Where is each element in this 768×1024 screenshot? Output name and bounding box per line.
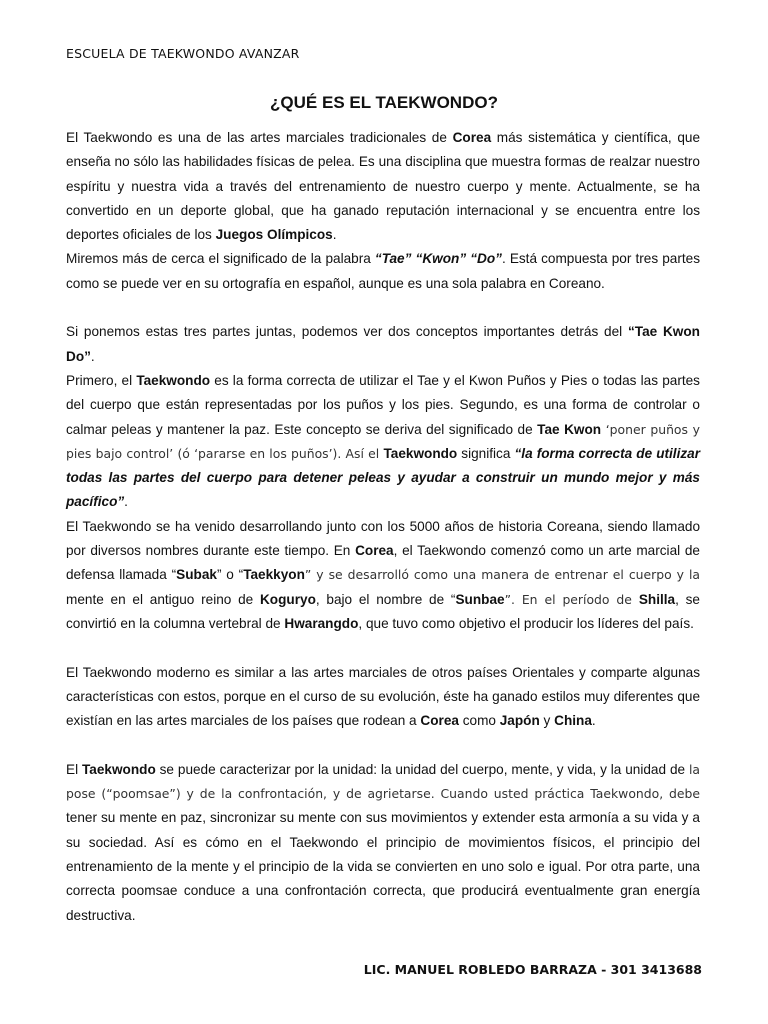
paragraph-unity: El Taekwondo se puede caracterizar por la unidad: la unidad del cuerpo, mente, y vida, y la unidad de la pose (“poomsae”) y de la confrontación, y de agrietarse. Cuando usted práctica Taekwondo, debe tener su mente en paz, sincronizar su mente con sus movimientos y extender esta armonía a su vida y a su sociedad. Así es cómo en el Taekwondo el principio de movimientos físicos, el principio del entrenamiento de la mente y el principio de la vida se convierten en uno solo e igual. Por otra parte, una correcta poomsae conduce a una confrontación correcta, que producirá eventualmente gran energía destructiva. [66, 761, 700, 923]
paragraph-intro: El Taekwondo es una de las artes marciales tradicionales de Corea más sistemática y científica, que enseña no sólo las habilidades físicas de pelea. Es una disciplina que muestra formas de realzar nuestro espíritu y nuestra vida a través del entrenamiento de nuestro cuerpo y mente. Actualmente, se ha convertido en un deporte global, que ha ganado reputación internacional y se encuentra entre los deportes oficiales de los Juegos Olímpicos. [66, 130, 700, 243]
paragraph-meaning: Miremos más de cerca el significado de la palabra “Tae” “Kwon” “Do”. Está compuesta por tres partes como se puede ver en su ortografía en español, aunque es una sola palabra en Coreano. [66, 251, 700, 291]
paragraph-modern: El Taekwondo moderno es similar a las artes marciales de otros países Orientales y comparte algunas características con estos, porque en el curso de su evolución, éste ha ganado estilos muy diferentes que existían en las artes marciales de los países que rodean a Corea como Japón y China. [66, 664, 700, 729]
paragraph-concepts: Si ponemos estas tres partes juntas, podemos ver dos conceptos importantes detrás del “Tae Kwon Do”. [66, 324, 700, 364]
paragraph-first-second: Primero, el Taekwondo es la forma correcta de utilizar el Tae y el Kwon Puños y Pies o todas las partes del cuerpo que están representadas por los puños y los pies. Segundo, es una forma de controlar o calmar peleas y mantener la paz. Este concepto se deriva del significado de Tae Kwon ‘poner puños y pies bajo control’ (ó ‘pararse en los puños’). Así el Taekwondo significa “la forma correcta de utilizar todas las partes del cuerpo para detener peleas y ayudar a construir un mundo mejor y más pacífico”. [66, 372, 701, 510]
document-footer: LIC. MANUEL ROBLEDO BARRAZA - 301 3413688 [363, 962, 702, 977]
page-title: ¿QUÉ ES EL TAEKWONDO? [270, 93, 498, 112]
document-header: ESCUELA DE TAEKWONDO AVANZAR [66, 46, 300, 61]
paragraph-history: El Taekwondo se ha venido desarrollando junto con los 5000 años de historia Coreana, siendo llamado por diversos nombres durante este tiempo. En Corea, el Taekwondo comenzó como un arte marcial de defensa llamada “Subak” o “Taekkyon” y se desarrolló como una manera de entrenar el cuerpo y la mente en el antiguo reino de Koguryo, bajo el nombre de “Sunbae”. En el período de Shilla, se convirtió en la columna vertebral de Hwarangdo, que tuvo como objetivo el producir los líderes del país. [66, 518, 700, 631]
document-body [66, 126, 700, 928]
